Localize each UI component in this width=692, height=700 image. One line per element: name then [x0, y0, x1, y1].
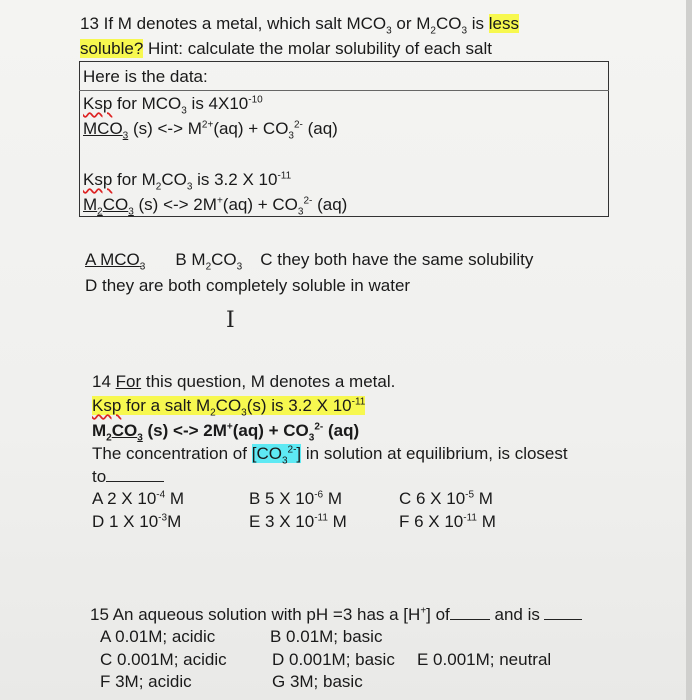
q14-to: to: [92, 467, 164, 487]
q14-equation: $M_2CO_3$ (s) <-> $2M^+(aq) + CO_3^{2-}$ (aq): [92, 421, 360, 444]
q15-line1: 15 An aqueous solution with pH =3 has a [H+] of and is: [90, 605, 582, 625]
q14-option-e[interactable]: E 3 X $10^{-11}$ M: [249, 512, 347, 531]
q15-option-a[interactable]: A 0.01M; acidic: [100, 627, 216, 646]
q13-equation2: $M_2CO_3$ (s) <-> $2M^+(aq) + CO_3^{2-}$ (aq): [83, 195, 348, 218]
q15-option-c[interactable]: C 0.001M; acidic: [100, 650, 227, 669]
q15-blank-1[interactable]: [450, 619, 490, 620]
q14-line1: 14 For this question, M denotes a metal.: [92, 372, 396, 391]
q15-option-d[interactable]: D 0.001M; basic: [272, 650, 395, 669]
q13-data-box-divider: [79, 90, 609, 91]
q13-options-row1: [85, 250, 534, 273]
text-cursor-icon: I: [226, 308, 235, 333]
highlight-carbonate: $[CO_3^{2-}]$: [251, 444, 302, 467]
q15-option-e[interactable]: E 0.001M; neutral: [417, 650, 552, 669]
q14-option-d[interactable]: D 1 X $10^{-3}M$: [92, 512, 182, 531]
q13-option-d[interactable]: D they are both completely soluble in water: [85, 276, 411, 295]
q13-line1: 13 If M denotes a metal, which salt $MCO_3$ or $M_2CO_3$ is less: [80, 14, 520, 37]
q15-option-f[interactable]: F 3M; acidic: [100, 672, 192, 691]
q15-blank-2[interactable]: [544, 619, 582, 620]
q15-option-g[interactable]: G 3M; basic: [272, 672, 363, 691]
q13-ksp2: Ksp for $M_2CO_3$ is 3.2 X $10^{-11}$: [83, 170, 292, 193]
q13-ksp1: Ksp for $MCO_3$ is $4X10^{-10}$: [83, 94, 263, 117]
q14-concentration: The concentration of $[CO_3^{2-}]$ in solution at equilibrium, is closest: [92, 444, 568, 467]
q13-equation1: $MCO_3$ (s) <-> $M^{2+}(aq) + CO_3^{2-}$ (aq): [83, 119, 338, 142]
q14-option-f[interactable]: F 6 X $10^{-11}$ M: [399, 512, 496, 531]
q13-line2: soluble? Hint: calculate the molar solubility of each salt: [80, 39, 492, 58]
q13-option-c[interactable]: C they both have the same solubility: [260, 250, 534, 269]
q14-ksp: Ksp for a salt $M_2CO_3(s)$ is 3.2 X $10^{-11}$: [92, 396, 366, 419]
q15-option-b[interactable]: B 0.01M; basic: [270, 627, 383, 646]
page-edge: [686, 0, 692, 700]
q13-data-heading: Here is the data:: [83, 67, 208, 86]
q13-option-a[interactable]: A $MCO_3$: [85, 250, 146, 273]
q14-option-c[interactable]: C 6 X $10^{-5}$ M: [399, 489, 493, 508]
highlight-less: less: [488, 14, 520, 33]
highlight-soluble: soluble?: [80, 39, 144, 58]
q13-option-b[interactable]: B $M_2CO_3$: [175, 250, 243, 273]
q14-option-b[interactable]: B 5 X $10^{-6}$ M: [249, 489, 343, 508]
q14-answer-blank[interactable]: [106, 481, 164, 482]
q14-option-a[interactable]: A 2 X $10^{-4}$ M: [92, 489, 185, 508]
